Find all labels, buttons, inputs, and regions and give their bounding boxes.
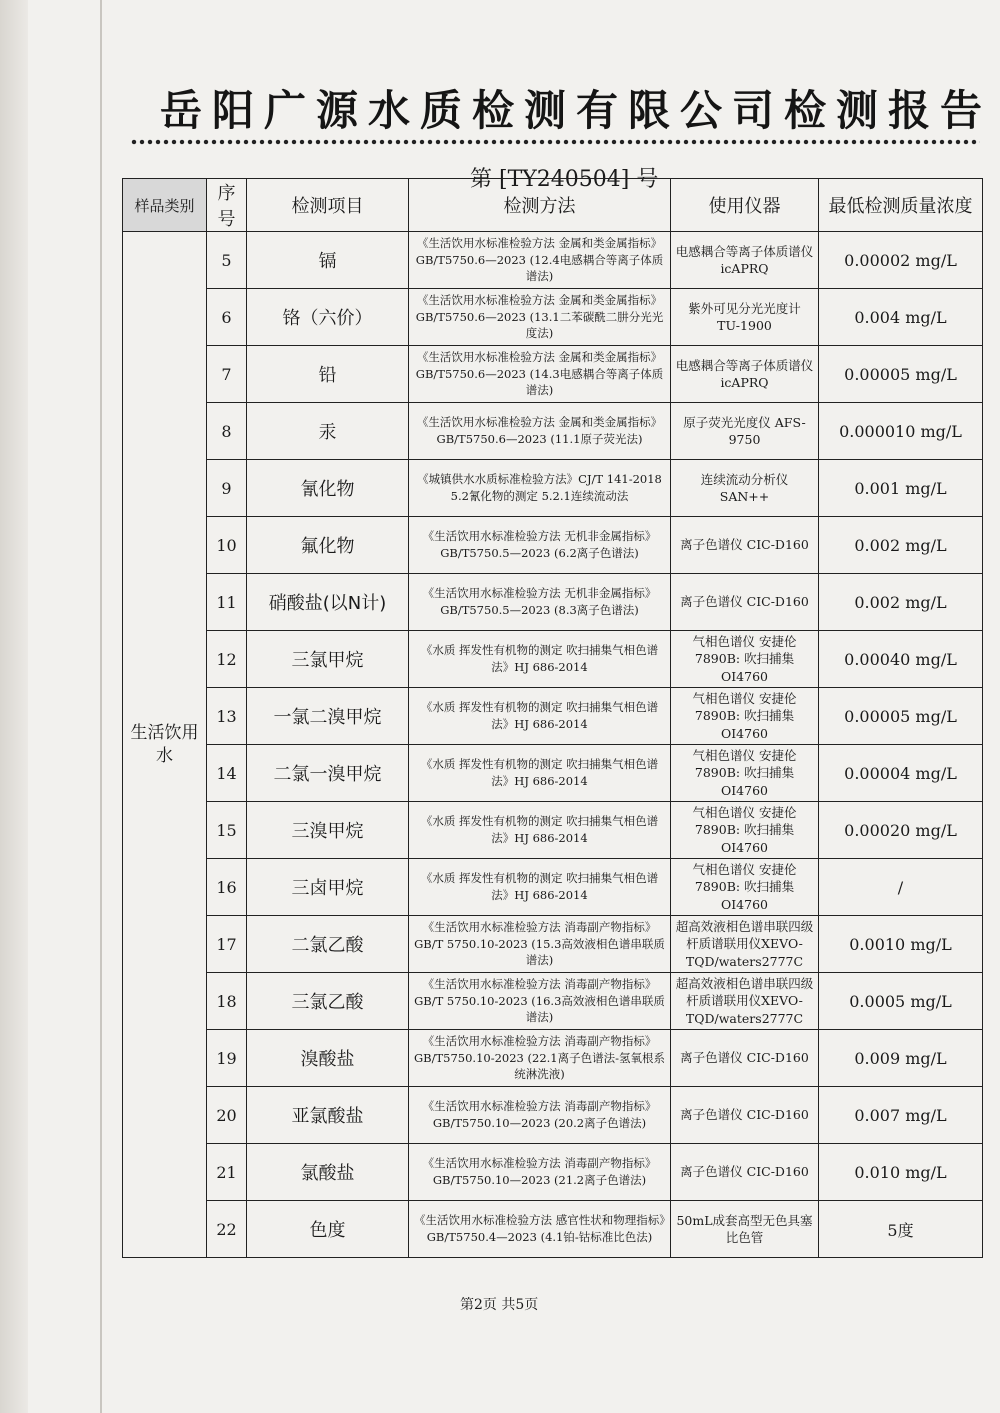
table-row bbox=[123, 460, 983, 517]
seq-cell: 5 bbox=[207, 232, 247, 289]
detection-limit-cell: 0.009 mg/L bbox=[819, 1030, 983, 1087]
method-cell: 《生活饮用水标准检验方法 无机非金属指标》GB/T5750.5—2023 (8.3离子色谱法) bbox=[409, 574, 671, 631]
detection-limit-cell: 0.0005 mg/L bbox=[819, 973, 983, 1030]
test-item-cell: 镉 bbox=[247, 232, 409, 289]
method-cell: 《生活饮用水标准检验方法 金属和类金属指标》GB/T5750.6—2023 (11.1原子荧光法) bbox=[409, 403, 671, 460]
seq-cell: 20 bbox=[207, 1087, 247, 1144]
table-row bbox=[123, 1144, 983, 1201]
instrument-cell: 超高效液相色谱串联四级杆质谱联用仪XEVO-TQD/waters2777C bbox=[671, 916, 819, 973]
method-cell: 《生活饮用水标准检验方法 消毒副产物指标》GB/T 5750.10-2023 (15.3高效液相色谱串联质谱法) bbox=[409, 916, 671, 973]
test-item-cell: 三氯甲烷 bbox=[247, 631, 409, 688]
page-fold-line bbox=[100, 0, 102, 1413]
test-item-cell: 氯酸盐 bbox=[247, 1144, 409, 1201]
sample-category-cell: 生活饮用水 bbox=[123, 232, 207, 1258]
seq-cell: 16 bbox=[207, 859, 247, 916]
method-cell: 《城镇供水水质标准检验方法》CJ/T 141-2018 5.2氰化物的测定 5.2.1连续流动法 bbox=[409, 460, 671, 517]
test-item-cell: 三氯乙酸 bbox=[247, 973, 409, 1030]
method-cell: 《水质 挥发性有机物的测定 吹扫捕集气相色谱法》HJ 686-2014 bbox=[409, 802, 671, 859]
table-row bbox=[123, 802, 983, 859]
instrument-cell: 气相色谱仪 安捷伦7890B: 吹扫捕集OI4760 bbox=[671, 688, 819, 745]
test-item-cell: 三溴甲烷 bbox=[247, 802, 409, 859]
header-detection-limit: 最低检测质量浓度 bbox=[819, 179, 983, 232]
instrument-cell: 原子荧光光度仪 AFS-9750 bbox=[671, 403, 819, 460]
seq-cell: 19 bbox=[207, 1030, 247, 1087]
seq-cell: 21 bbox=[207, 1144, 247, 1201]
method-cell: 《生活饮用水标准检验方法 消毒副产物指标》GB/T5750.10—2023 (20.2离子色谱法) bbox=[409, 1087, 671, 1144]
instrument-cell: 电感耦合等离子体质谱仪 icAPRQ bbox=[671, 346, 819, 403]
seq-cell: 12 bbox=[207, 631, 247, 688]
table-row bbox=[123, 574, 983, 631]
test-item-cell: 亚氯酸盐 bbox=[247, 1087, 409, 1144]
test-item-cell: 氟化物 bbox=[247, 517, 409, 574]
detection-limit-cell: 0.00002 mg/L bbox=[819, 232, 983, 289]
instrument-cell: 气相色谱仪 安捷伦7890B: 吹扫捕集OI4760 bbox=[671, 859, 819, 916]
instrument-cell: 离子色谱仪 CIC-D160 bbox=[671, 574, 819, 631]
header-sequence: 序号 bbox=[207, 179, 247, 232]
seq-cell: 9 bbox=[207, 460, 247, 517]
detection-limit-cell: 5度 bbox=[819, 1201, 983, 1258]
instrument-cell: 连续流动分析仪 SAN++ bbox=[671, 460, 819, 517]
instrument-cell: 气相色谱仪 安捷伦7890B: 吹扫捕集OI4760 bbox=[671, 745, 819, 802]
test-item-cell: 三卤甲烷 bbox=[247, 859, 409, 916]
seq-cell: 10 bbox=[207, 517, 247, 574]
instrument-cell: 离子色谱仪 CIC-D160 bbox=[671, 1144, 819, 1201]
detection-limit-cell: 0.007 mg/L bbox=[819, 1087, 983, 1144]
instrument-cell: 超高效液相色谱串联四级杆质谱联用仪XEVO-TQD/waters2777C bbox=[671, 973, 819, 1030]
test-item-cell: 硝酸盐(以N计) bbox=[247, 574, 409, 631]
detection-limit-cell: 0.002 mg/L bbox=[819, 517, 983, 574]
header-sample-category: 样品类别 bbox=[123, 179, 207, 232]
seq-cell: 7 bbox=[207, 346, 247, 403]
method-cell: 《生活饮用水标准检验方法 消毒副产物指标》GB/T 5750.10-2023 (16.3高效液相色谱串联质谱法) bbox=[409, 973, 671, 1030]
detection-limit-cell: 0.00040 mg/L bbox=[819, 631, 983, 688]
seq-cell: 11 bbox=[207, 574, 247, 631]
test-item-cell: 一氯二溴甲烷 bbox=[247, 688, 409, 745]
table-header-row bbox=[123, 179, 983, 232]
table-row bbox=[123, 346, 983, 403]
table-row bbox=[123, 1201, 983, 1258]
report-title: 岳阳广源水质检测有限公司检测报告 bbox=[160, 86, 993, 135]
test-item-cell: 铬（六价） bbox=[247, 289, 409, 346]
detection-limit-cell: 0.0010 mg/L bbox=[819, 916, 983, 973]
seq-cell: 17 bbox=[207, 916, 247, 973]
dotted-divider bbox=[130, 138, 980, 146]
method-cell: 《水质 挥发性有机物的测定 吹扫捕集气相色谱法》HJ 686-2014 bbox=[409, 745, 671, 802]
method-cell: 《水质 挥发性有机物的测定 吹扫捕集气相色谱法》HJ 686-2014 bbox=[409, 688, 671, 745]
seq-cell: 8 bbox=[207, 403, 247, 460]
method-cell: 《生活饮用水标准检验方法 金属和类金属指标》GB/T5750.6—2023 (14.3电感耦合等离子体质谱法) bbox=[409, 346, 671, 403]
seq-cell: 13 bbox=[207, 688, 247, 745]
instrument-cell: 气相色谱仪 安捷伦7890B: 吹扫捕集OI4760 bbox=[671, 802, 819, 859]
method-cell: 《生活饮用水标准检验方法 金属和类金属指标》GB/T5750.6—2023 (13.1二苯碳酰二肼分光光度法) bbox=[409, 289, 671, 346]
detection-limit-cell: 0.004 mg/L bbox=[819, 289, 983, 346]
test-item-cell: 汞 bbox=[247, 403, 409, 460]
method-cell: 《生活饮用水标准检验方法 感官性状和物理指标》GB/T5750.4—2023 (4.1铂-钴标准比色法) bbox=[409, 1201, 671, 1258]
detection-limit-cell: 0.00004 mg/L bbox=[819, 745, 983, 802]
method-cell: 《生活饮用水标准检验方法 金属和类金属指标》GB/T5750.6—2023 (12.4电感耦合等离子体质谱法) bbox=[409, 232, 671, 289]
test-item-cell: 溴酸盐 bbox=[247, 1030, 409, 1087]
method-cell: 《生活饮用水标准检验方法 消毒副产物指标》GB/T5750.10-2023 (22.1离子色谱法-氢氧根系统淋洗液) bbox=[409, 1030, 671, 1087]
seq-cell: 6 bbox=[207, 289, 247, 346]
seq-cell: 15 bbox=[207, 802, 247, 859]
instrument-cell: 离子色谱仪 CIC-D160 bbox=[671, 1030, 819, 1087]
test-item-cell: 二氯一溴甲烷 bbox=[247, 745, 409, 802]
detection-limit-cell: 0.00005 mg/L bbox=[819, 346, 983, 403]
detection-limit-cell: 0.00005 mg/L bbox=[819, 688, 983, 745]
detection-limit-cell: 0.002 mg/L bbox=[819, 574, 983, 631]
page-number: 第2页 共5页 bbox=[460, 1297, 539, 1313]
table-row bbox=[123, 289, 983, 346]
table-row bbox=[123, 688, 983, 745]
test-item-cell: 二氯乙酸 bbox=[247, 916, 409, 973]
method-cell: 《生活饮用水标准检验方法 消毒副产物指标》GB/T5750.10—2023 (21.2离子色谱法) bbox=[409, 1144, 671, 1201]
method-cell: 《水质 挥发性有机物的测定 吹扫捕集气相色谱法》HJ 686-2014 bbox=[409, 859, 671, 916]
detection-limit-cell: / bbox=[819, 859, 983, 916]
table-row bbox=[123, 517, 983, 574]
method-cell: 《生活饮用水标准检验方法 无机非金属指标》GB/T5750.5—2023 (6.2离子色谱法) bbox=[409, 517, 671, 574]
table-row bbox=[123, 1087, 983, 1144]
instrument-cell: 气相色谱仪 安捷伦7890B: 吹扫捕集OI4760 bbox=[671, 631, 819, 688]
seq-cell: 22 bbox=[207, 1201, 247, 1258]
instrument-cell: 紫外可见分光光度计 TU-1900 bbox=[671, 289, 819, 346]
table-row bbox=[123, 631, 983, 688]
header-instrument: 使用仪器 bbox=[671, 179, 819, 232]
detection-limit-cell: 0.00020 mg/L bbox=[819, 802, 983, 859]
method-cell: 《水质 挥发性有机物的测定 吹扫捕集气相色谱法》HJ 686-2014 bbox=[409, 631, 671, 688]
table-row bbox=[123, 745, 983, 802]
seq-cell: 14 bbox=[207, 745, 247, 802]
table-row bbox=[123, 916, 983, 973]
test-items-table bbox=[122, 178, 983, 1258]
seq-cell: 18 bbox=[207, 973, 247, 1030]
header-test-method: 检测方法 bbox=[409, 179, 671, 232]
test-item-cell: 铅 bbox=[247, 346, 409, 403]
binding-edge bbox=[0, 0, 28, 1413]
table-row bbox=[123, 403, 983, 460]
table-row bbox=[123, 973, 983, 1030]
table-row bbox=[123, 859, 983, 916]
report-number: 第 [TY240504] 号 bbox=[470, 167, 659, 192]
table-row bbox=[123, 232, 983, 289]
table-body bbox=[123, 232, 983, 1258]
instrument-cell: 离子色谱仪 CIC-D160 bbox=[671, 517, 819, 574]
test-item-cell: 色度 bbox=[247, 1201, 409, 1258]
table-row bbox=[123, 1030, 983, 1087]
instrument-cell: 50mL成套高型无色具塞比色管 bbox=[671, 1201, 819, 1258]
instrument-cell: 电感耦合等离子体质谱仪 icAPRQ bbox=[671, 232, 819, 289]
instrument-cell: 离子色谱仪 CIC-D160 bbox=[671, 1087, 819, 1144]
detection-limit-cell: 0.010 mg/L bbox=[819, 1144, 983, 1201]
test-item-cell: 氰化物 bbox=[247, 460, 409, 517]
detection-limit-cell: 0.000010 mg/L bbox=[819, 403, 983, 460]
detection-limit-cell: 0.001 mg/L bbox=[819, 460, 983, 517]
header-test-item: 检测项目 bbox=[247, 179, 409, 232]
